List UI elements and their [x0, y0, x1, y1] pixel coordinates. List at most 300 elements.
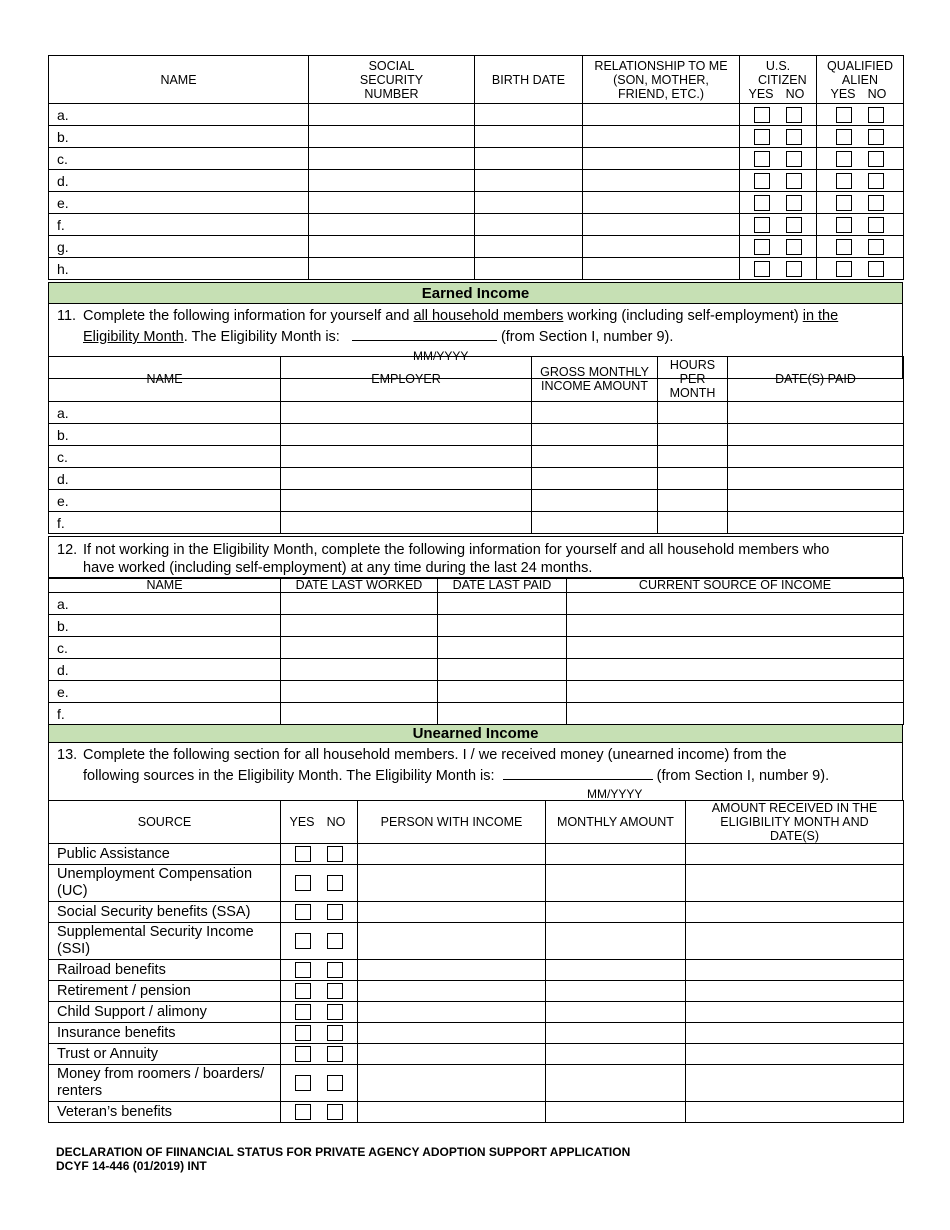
gross-income-field[interactable] — [532, 424, 658, 446]
amount-received-field[interactable] — [686, 1065, 904, 1102]
hours-field[interactable] — [658, 468, 728, 490]
employer-field[interactable] — [281, 424, 532, 446]
table-row — [49, 593, 904, 615]
header-current-source: CURRENT SOURCE OF INCOME — [567, 578, 904, 593]
hours-field[interactable] — [658, 402, 728, 424]
table-row — [49, 1002, 904, 1023]
checkbox[interactable] — [295, 983, 311, 999]
amount-received-field[interactable] — [686, 981, 904, 1002]
question-12 — [49, 537, 903, 579]
table-row — [49, 981, 904, 1002]
gross-income-field[interactable] — [532, 490, 658, 512]
qualified-alien-checkboxes — [817, 170, 904, 192]
us-citizen-label: U.S. CITIZEN — [758, 58, 807, 87]
qualified-alien-checkboxes — [817, 192, 904, 214]
ssn-field[interactable] — [309, 192, 475, 214]
birth-date-field[interactable] — [475, 104, 583, 126]
table-row — [49, 170, 904, 192]
qualified-alien-checkboxes — [817, 126, 904, 148]
row-label: f. — [49, 703, 281, 725]
no-label: NO — [326, 815, 346, 829]
header-date-last-worked: DATE LAST WORKED — [281, 578, 438, 593]
gross-income-field[interactable] — [532, 468, 658, 490]
income-source-label: Veteran’s benefits — [49, 1102, 281, 1123]
question-12-section — [48, 536, 903, 579]
ssn-field[interactable] — [309, 214, 475, 236]
header-monthly-amount: MONTHLY AMOUNT — [546, 801, 686, 844]
qualified-alien-checkboxes — [817, 214, 904, 236]
row-label: f. — [49, 214, 309, 236]
table-row — [49, 923, 904, 960]
checkbox[interactable] — [836, 151, 852, 167]
gross-income-field[interactable] — [532, 512, 658, 534]
current-source-field[interactable] — [567, 637, 904, 659]
relationship-field[interactable] — [583, 258, 740, 280]
current-source-field[interactable] — [567, 615, 904, 637]
person-with-income-field[interactable] — [358, 902, 546, 923]
relationship-field[interactable] — [583, 192, 740, 214]
yes-no-checkboxes — [281, 902, 358, 923]
row-label: e. — [49, 681, 281, 703]
qualified-alien-checkboxes — [817, 236, 904, 258]
header-qualified-alien — [817, 56, 904, 104]
checkbox[interactable] — [868, 129, 884, 145]
checkbox[interactable] — [295, 1104, 311, 1120]
q12-text: If not working in the Eligibility Month, complete the following information for yourself and all household members who — [83, 541, 830, 558]
checkbox[interactable] — [327, 846, 343, 862]
row-label: a. — [49, 593, 281, 615]
table-row — [49, 637, 904, 659]
row-label: e. — [49, 192, 309, 214]
relationship-field[interactable] — [583, 104, 740, 126]
income-source-label: Unemployment Compensation (UC) — [49, 865, 281, 902]
q11-text: working (including self-employment) — [563, 308, 803, 324]
header-ssn: SOCIAL SECURITY NUMBER — [309, 56, 475, 104]
employer-field[interactable] — [281, 468, 532, 490]
row-label: d. — [49, 659, 281, 681]
ssn-field[interactable] — [309, 258, 475, 280]
income-source-label: Supplemental Security Income (SSI) — [49, 923, 281, 960]
date-last-worked-field[interactable] — [281, 659, 438, 681]
monthly-amount-field[interactable] — [546, 1102, 686, 1123]
header-gross-income: GROSS MONTHLY INCOME AMOUNT — [532, 357, 658, 402]
checkbox[interactable] — [327, 983, 343, 999]
table-row — [49, 468, 904, 490]
checkbox[interactable] — [327, 1075, 343, 1091]
person-with-income-field[interactable] — [358, 844, 546, 865]
checkbox[interactable] — [327, 875, 343, 891]
us-citizen-checkboxes — [740, 126, 817, 148]
checkbox[interactable] — [786, 173, 802, 189]
checkbox[interactable] — [836, 261, 852, 277]
checkbox[interactable] — [327, 1104, 343, 1120]
amount-received-field[interactable] — [686, 1023, 904, 1044]
q13-text: following sources in the Eligibility Month. The Eligibility Month is: — [83, 768, 499, 784]
row-label: a. — [49, 402, 281, 424]
table-row — [49, 615, 904, 637]
checkbox[interactable] — [295, 933, 311, 949]
checkbox[interactable] — [836, 129, 852, 145]
relationship-field[interactable] — [583, 236, 740, 258]
hours-field[interactable] — [658, 512, 728, 534]
date-last-paid-field[interactable] — [438, 703, 567, 725]
income-source-label: Railroad benefits — [49, 960, 281, 981]
checkbox[interactable] — [786, 151, 802, 167]
header-yes-no — [281, 801, 358, 844]
table-row — [49, 1044, 904, 1065]
row-label: b. — [49, 615, 281, 637]
monthly-amount-field[interactable] — [546, 960, 686, 981]
amount-received-field[interactable] — [686, 1002, 904, 1023]
checkbox[interactable] — [868, 239, 884, 255]
form-title: DECLARATION OF FIINANCIAL STATUS FOR PRIVATE AGENCY ADOPTION SUPPORT APPLICATION — [56, 1145, 631, 1159]
amount-received-field[interactable] — [686, 844, 904, 865]
checkbox[interactable] — [754, 129, 770, 145]
yes-no-checkboxes — [281, 844, 358, 865]
checkbox[interactable] — [836, 195, 852, 211]
employer-field[interactable] — [281, 446, 532, 468]
header-name: NAME — [49, 357, 281, 402]
us-citizen-checkboxes — [740, 170, 817, 192]
table-row — [49, 236, 904, 258]
checkbox[interactable] — [295, 875, 311, 891]
person-with-income-field[interactable] — [358, 981, 546, 1002]
checkbox[interactable] — [754, 151, 770, 167]
header-birth-date: BIRTH DATE — [475, 56, 583, 104]
checkbox[interactable] — [754, 173, 770, 189]
current-source-field[interactable] — [567, 593, 904, 615]
table-row — [49, 681, 904, 703]
birth-date-field[interactable] — [475, 192, 583, 214]
question-12-number: 12. — [57, 541, 78, 558]
income-source-label: Retirement / pension — [49, 981, 281, 1002]
dates-paid-field[interactable] — [728, 512, 904, 534]
ssn-field[interactable] — [309, 170, 475, 192]
birth-date-field[interactable] — [475, 148, 583, 170]
monthly-amount-field[interactable] — [546, 902, 686, 923]
income-source-label: Insurance benefits — [49, 1023, 281, 1044]
header-name: NAME — [49, 578, 281, 593]
income-source-label: Public Assistance — [49, 844, 281, 865]
row-label: h. — [49, 258, 309, 280]
table-row — [49, 1023, 904, 1044]
checkbox[interactable] — [295, 1046, 311, 1062]
table-row — [49, 446, 904, 468]
form-footer — [56, 1145, 630, 1173]
checkbox[interactable] — [868, 173, 884, 189]
table-row — [49, 902, 904, 923]
checkbox[interactable] — [295, 1075, 311, 1091]
person-with-income-field[interactable] — [358, 923, 546, 960]
header-dates-paid: DATE(S) PAID — [728, 357, 904, 402]
row-label: f. — [49, 512, 281, 534]
relationship-field[interactable] — [583, 126, 740, 148]
checkbox[interactable] — [786, 261, 802, 277]
earned-income-title: Earned Income — [49, 283, 903, 304]
table-row — [49, 402, 904, 424]
table-row — [49, 1102, 904, 1123]
birth-date-field[interactable] — [475, 126, 583, 148]
table-row — [49, 659, 904, 681]
yes-no-checkboxes — [281, 981, 358, 1002]
checkbox[interactable] — [786, 195, 802, 211]
q11-underline: Eligibility Month — [83, 329, 184, 345]
us-citizen-checkboxes — [740, 258, 817, 280]
income-source-label: Trust or Annuity — [49, 1044, 281, 1065]
gross-income-field[interactable] — [532, 402, 658, 424]
qualified-alien-label: QUALIFIED ALIEN — [827, 58, 893, 87]
header-us-citizen — [740, 56, 817, 104]
table-row — [49, 126, 904, 148]
amount-received-field[interactable] — [686, 902, 904, 923]
question-13-number: 13. — [57, 747, 78, 763]
date-format-hint: MM/YYYY — [587, 787, 643, 801]
dates-paid-field[interactable] — [728, 446, 904, 468]
ssn-field[interactable] — [309, 236, 475, 258]
unearned-income-table — [48, 800, 904, 1123]
eligibility-month-field[interactable] — [503, 767, 653, 780]
q11-text: (from Section I, number 9). — [496, 329, 674, 345]
checkbox[interactable] — [295, 846, 311, 862]
employer-field[interactable] — [281, 490, 532, 512]
checkbox[interactable] — [786, 107, 802, 123]
amount-received-field[interactable] — [686, 1102, 904, 1123]
person-with-income-field[interactable] — [358, 1102, 546, 1123]
us-citizen-checkboxes — [740, 236, 817, 258]
table-row — [49, 214, 904, 236]
checkbox[interactable] — [868, 107, 884, 123]
monthly-amount-field[interactable] — [546, 1023, 686, 1044]
question-13 — [49, 743, 903, 801]
row-label: d. — [49, 468, 281, 490]
employer-field[interactable] — [281, 512, 532, 534]
checkbox[interactable] — [754, 261, 770, 277]
q11-underline: in the — [802, 308, 839, 324]
table-row — [49, 1065, 904, 1102]
table-row — [49, 960, 904, 981]
checkbox[interactable] — [327, 1046, 343, 1062]
checkbox[interactable] — [327, 904, 343, 920]
header-employer: EMPLOYER — [281, 357, 532, 402]
previous-work-table — [48, 577, 904, 725]
table-row — [49, 258, 904, 280]
checkbox[interactable] — [327, 933, 343, 949]
monthly-amount-field[interactable] — [546, 1065, 686, 1102]
yes-no-checkboxes — [281, 1023, 358, 1044]
date-last-paid-field[interactable] — [438, 615, 567, 637]
header-relationship: RELATIONSHIP TO ME (SON, MOTHER, FRIEND, ETC.) — [583, 56, 740, 104]
qualified-alien-checkboxes — [817, 104, 904, 126]
income-source-label: Child Support / alimony — [49, 1002, 281, 1023]
income-source-label: Social Security benefits (SSA) — [49, 902, 281, 923]
q13-text: Complete the following section for all household members. I / we received money (unearned income) from the — [83, 747, 787, 763]
table-row — [49, 424, 904, 446]
checkbox[interactable] — [327, 962, 343, 978]
yes-label: YES — [748, 86, 774, 101]
employer-field[interactable] — [281, 402, 532, 424]
date-last-worked-field[interactable] — [281, 637, 438, 659]
current-source-field[interactable] — [567, 659, 904, 681]
date-last-worked-field[interactable] — [281, 593, 438, 615]
yes-label: YES — [289, 815, 315, 829]
relationship-field[interactable] — [583, 170, 740, 192]
checkbox[interactable] — [836, 239, 852, 255]
unearned-income-section — [48, 724, 903, 801]
hours-field[interactable] — [658, 446, 728, 468]
monthly-amount-field[interactable] — [546, 981, 686, 1002]
header-name: NAME — [49, 56, 309, 104]
person-with-income-field[interactable] — [358, 960, 546, 981]
qualified-alien-checkboxes — [817, 148, 904, 170]
date-format-hint: MM/YYYY — [413, 349, 469, 363]
table-row — [49, 844, 904, 865]
date-last-paid-field[interactable] — [438, 681, 567, 703]
checkbox[interactable] — [786, 129, 802, 145]
q11-text: Complete the following information for yourself and — [83, 308, 414, 324]
monthly-amount-field[interactable] — [546, 844, 686, 865]
header-source: SOURCE — [49, 801, 281, 844]
date-last-worked-field[interactable] — [281, 681, 438, 703]
table-row — [49, 865, 904, 902]
us-citizen-checkboxes — [740, 214, 817, 236]
no-label: NO — [867, 86, 887, 101]
ssn-field[interactable] — [309, 126, 475, 148]
checkbox[interactable] — [754, 239, 770, 255]
amount-received-field[interactable] — [686, 960, 904, 981]
date-last-worked-field[interactable] — [281, 703, 438, 725]
person-with-income-field[interactable] — [358, 1065, 546, 1102]
row-label: c. — [49, 446, 281, 468]
table-row — [49, 192, 904, 214]
amount-received-field[interactable] — [686, 1044, 904, 1065]
checkbox[interactable] — [754, 217, 770, 233]
dates-paid-field[interactable] — [728, 490, 904, 512]
checkbox[interactable] — [868, 261, 884, 277]
unearned-income-title: Unearned Income — [49, 725, 903, 743]
yes-no-checkboxes — [281, 1065, 358, 1102]
table-row — [49, 512, 904, 534]
yes-no-checkboxes — [281, 960, 358, 981]
checkbox[interactable] — [836, 217, 852, 233]
checkbox[interactable] — [295, 904, 311, 920]
table-row — [49, 104, 904, 126]
dates-paid-field[interactable] — [728, 468, 904, 490]
row-label: a. — [49, 104, 309, 126]
form-number: DCYF 14-446 (01/2019) INT — [56, 1159, 207, 1173]
checkbox[interactable] — [327, 1025, 343, 1041]
header-person-with-income: PERSON WITH INCOME — [358, 801, 546, 844]
checkbox[interactable] — [754, 195, 770, 211]
birth-date-field[interactable] — [475, 258, 583, 280]
ssn-field[interactable] — [309, 104, 475, 126]
birth-date-field[interactable] — [475, 214, 583, 236]
checkbox[interactable] — [295, 1025, 311, 1041]
dates-paid-field[interactable] — [728, 402, 904, 424]
monthly-amount-field[interactable] — [546, 1002, 686, 1023]
gross-income-field[interactable] — [532, 446, 658, 468]
yes-label: YES — [830, 86, 856, 101]
yes-no-checkboxes — [281, 1102, 358, 1123]
row-label: b. — [49, 424, 281, 446]
person-with-income-field[interactable] — [358, 1023, 546, 1044]
checkbox[interactable] — [836, 173, 852, 189]
hours-field[interactable] — [658, 490, 728, 512]
amount-received-field[interactable] — [686, 865, 904, 902]
checkbox[interactable] — [786, 239, 802, 255]
yes-no-checkboxes — [281, 1044, 358, 1065]
date-last-paid-field[interactable] — [438, 637, 567, 659]
person-with-income-field[interactable] — [358, 1044, 546, 1065]
checkbox[interactable] — [868, 217, 884, 233]
income-source-label: Money from roomers / boarders/ renters — [49, 1065, 281, 1102]
birth-date-field[interactable] — [475, 170, 583, 192]
table-row — [49, 490, 904, 512]
table-row — [49, 148, 904, 170]
q12-text: have worked (including self-employment) at any time during the last 24 months. — [83, 559, 593, 576]
ssn-field[interactable] — [309, 148, 475, 170]
row-label: d. — [49, 170, 309, 192]
person-with-income-field[interactable] — [358, 1002, 546, 1023]
us-citizen-checkboxes — [740, 148, 817, 170]
current-source-field[interactable] — [567, 703, 904, 725]
eligibility-month-field[interactable] — [352, 328, 497, 341]
birth-date-field[interactable] — [475, 236, 583, 258]
row-label: c. — [49, 148, 309, 170]
checkbox[interactable] — [295, 1004, 311, 1020]
checkbox[interactable] — [754, 107, 770, 123]
q13-text: (from Section I, number 9). — [652, 768, 830, 784]
checkbox[interactable] — [295, 962, 311, 978]
header-hours: HOURS PER MONTH — [658, 357, 728, 402]
yes-no-checkboxes — [281, 1002, 358, 1023]
current-source-field[interactable] — [567, 681, 904, 703]
table-row — [49, 703, 904, 725]
checkbox[interactable] — [868, 195, 884, 211]
row-label: g. — [49, 236, 309, 258]
q11-underline: all household members — [413, 308, 564, 324]
monthly-amount-field[interactable] — [546, 1044, 686, 1065]
earned-income-table — [48, 356, 904, 534]
no-label: NO — [785, 86, 805, 101]
us-citizen-checkboxes — [740, 104, 817, 126]
checkbox[interactable] — [868, 151, 884, 167]
date-last-paid-field[interactable] — [438, 659, 567, 681]
monthly-amount-field[interactable] — [546, 923, 686, 960]
qualified-alien-checkboxes — [817, 258, 904, 280]
relationship-field[interactable] — [583, 214, 740, 236]
amount-received-field[interactable] — [686, 923, 904, 960]
yes-no-checkboxes — [281, 865, 358, 902]
row-label: e. — [49, 490, 281, 512]
row-label: b. — [49, 126, 309, 148]
date-last-paid-field[interactable] — [438, 593, 567, 615]
checkbox[interactable] — [836, 107, 852, 123]
header-date-last-paid: DATE LAST PAID — [438, 578, 567, 593]
checkbox[interactable] — [327, 1004, 343, 1020]
question-11-number: 11. — [57, 308, 77, 324]
q11-text: . The Eligibility Month is: — [183, 329, 344, 345]
header-amount-received: AMOUNT RECEIVED IN THE ELIGIBILITY MONTH AND DATE(S) — [686, 801, 904, 844]
dates-paid-field[interactable] — [728, 424, 904, 446]
relationship-field[interactable] — [583, 148, 740, 170]
monthly-amount-field[interactable] — [546, 865, 686, 902]
yes-no-checkboxes — [281, 923, 358, 960]
date-last-worked-field[interactable] — [281, 615, 438, 637]
person-with-income-field[interactable] — [358, 865, 546, 902]
checkbox[interactable] — [786, 217, 802, 233]
hours-field[interactable] — [658, 424, 728, 446]
us-citizen-checkboxes — [740, 192, 817, 214]
